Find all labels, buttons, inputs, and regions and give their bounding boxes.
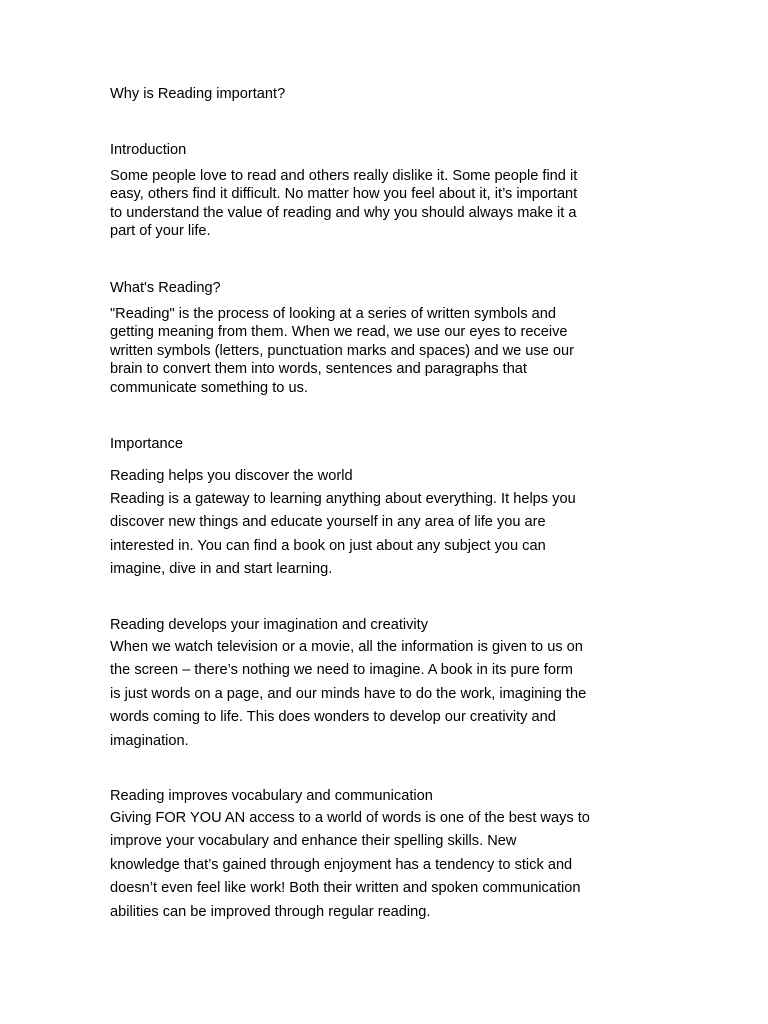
paragraph-line: words coming to life. This does wonders to develop our creativity and (110, 709, 556, 726)
introduction-heading: Introduction (110, 142, 187, 158)
paragraph-line: brain to convert them into words, sentences and paragraphs that (110, 361, 527, 378)
paragraph-line: getting meaning from them. When we read, we use our eyes to receive (110, 324, 568, 341)
paragraph-line: easy, others find it difficult. No matter how you feel about it, it’s important (110, 186, 578, 203)
section-title-discover-world: Reading helps you discover the world (110, 468, 353, 484)
document-title: Why is Reading important? (110, 86, 286, 102)
paragraph-line: Some people love to read and others really dislike it. Some people find it (110, 168, 578, 184)
paragraph-line: the screen – there’s nothing we need to imagine. A book in its pure form (110, 662, 573, 679)
paragraph-line: "Reading" is the process of looking at a series of written symbols and (110, 306, 556, 322)
paragraph-line: abilities can be improved through regular reading. (110, 903, 431, 920)
paragraph-line: improve your vocabulary and enhance their spelling skills. New (110, 833, 517, 850)
paragraph-line: written symbols (letters, punctuation marks and spaces) and we use our (110, 342, 574, 359)
paragraph-line: part of your life. (110, 223, 211, 240)
paragraph-line: to understand the value of reading and why you should always make it a (110, 204, 577, 221)
paragraph-line: doesn’t even feel like work! Both their written and spoken communication (110, 880, 581, 897)
whats-reading-paragraph (110, 305, 670, 397)
paragraph-line: Giving FOR YOU AN access to a world of words is one of the best ways to (110, 810, 590, 826)
paragraph-line: interested in. You can find a book on just about any subject you can (110, 537, 546, 554)
importance-heading: Importance (110, 436, 184, 452)
section-title-vocabulary: Reading improves vocabulary and communication (110, 788, 433, 804)
paragraph-line: communicate something to us. (110, 379, 308, 396)
paragraph-line: When we watch television or a movie, all the information is given to us on (110, 639, 583, 655)
introduction-paragraph (110, 167, 670, 241)
section-title-imagination: Reading develops your imagination and creativity (110, 617, 429, 633)
paragraph-line: is just words on a page, and our minds have to do the work, imagining the (110, 685, 587, 702)
section-paragraph-vocabulary (110, 807, 670, 924)
paragraph-line: knowledge that’s gained through enjoyment has a tendency to stick and (110, 856, 573, 873)
paragraph-line: Reading is a gateway to learning anything about everything. It helps you (110, 491, 576, 507)
whats-reading-heading: What's Reading? (110, 280, 221, 296)
section-paragraph-imagination (110, 636, 670, 753)
paragraph-line: discover new things and educate yourself in any area of life you are (110, 514, 546, 531)
section-paragraph-discover-world (110, 488, 670, 582)
paragraph-line: imagination. (110, 732, 189, 749)
paragraph-line: imagine, dive in and start learning. (110, 561, 333, 578)
